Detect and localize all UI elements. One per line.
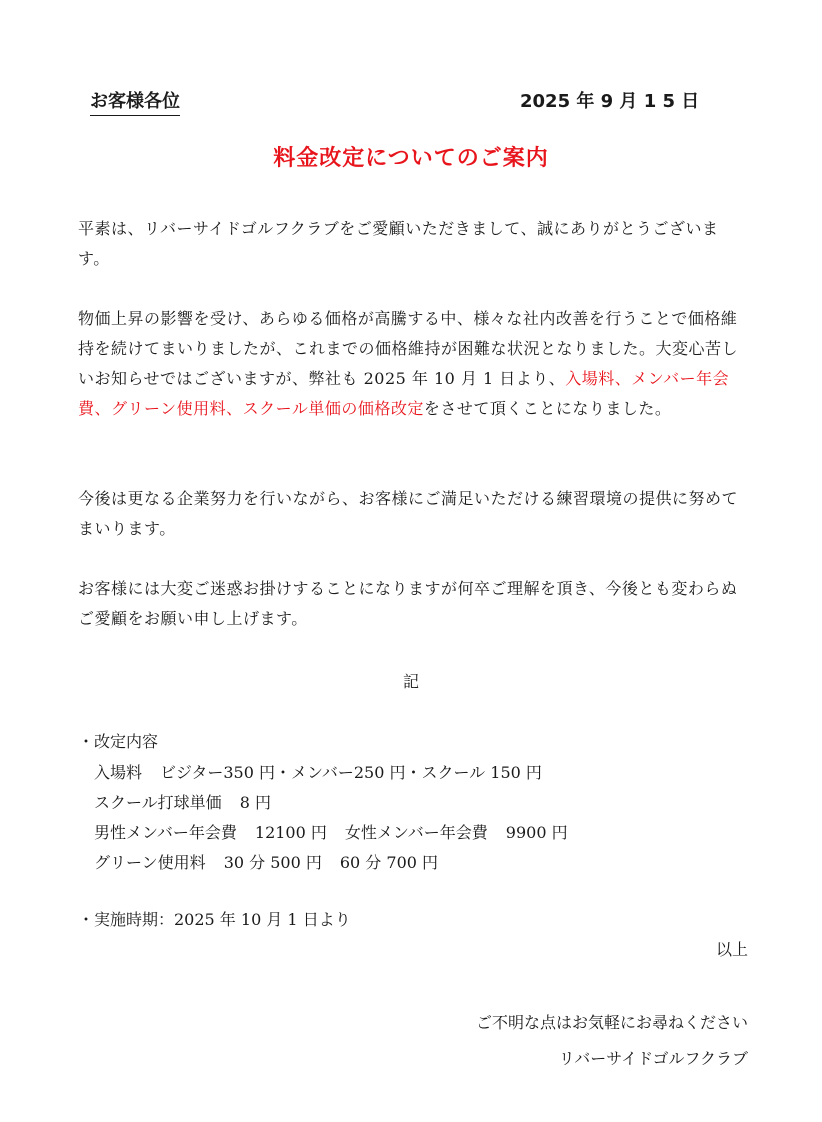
membership-female-label: 女性メンバー年会費 [344, 823, 488, 842]
membership-female-value: 9900 円 [505, 823, 568, 842]
green-label: グリーン使用料 [94, 853, 206, 872]
revision-heading: ・改定内容 [78, 732, 159, 751]
list-item-green [94, 848, 568, 878]
commitment-paragraph: 今後は更なる企業努力を行いながら、お客様にご満足いただける練習環境の提供に努めてまいります。 [78, 489, 739, 538]
membership-male-value: 12100 円 [254, 823, 327, 842]
list-item-membership [94, 818, 568, 848]
closing-mark: 以上 [715, 940, 748, 959]
revision-list [94, 758, 568, 878]
school-value: 8 円 [239, 793, 271, 812]
highlighted-revision-items: 入場料、メンバー年会費、グリーン使用料、スクール単価の価格改定 [78, 369, 730, 418]
club-name: リバーサイドゴルフクラブ [558, 1049, 748, 1068]
entrance-value: ビジター350 円・メンバー250 円・スクール 150 円 [160, 763, 542, 782]
list-item-school [94, 788, 568, 818]
apology-paragraph: お客様には大変ご迷惑お掛けすることになりますが何卒ご理解を頂き、今後とも変わらぬご愛顧をお願い申し上げます。 [78, 579, 738, 628]
schedule-line: ・実施時期：2025 年 10 月 1 日より [78, 910, 351, 929]
list-item-entrance [94, 758, 568, 788]
paragraph-text-before: 物価上昇の影響を受け、あらゆる価格が高騰する中、様々な社内改善を行うことで価格維持を続けてまいりましたが、これまでの価格維持が困難な状況となりました。大変心苦しいお知らせではございますが、弊社も 2025 年 10 月 1 日より、 [78, 309, 739, 388]
contact-note: ご不明な点はお気軽にお尋ねください [475, 1013, 748, 1032]
page-title: 料金改定についてのご案内 [273, 146, 549, 171]
paragraph-text-after: をさせて頂くことになりました。 [423, 399, 672, 418]
green-30-value: 30 分 500 円 [223, 853, 322, 872]
recipient-heading: お客様各位 [90, 90, 180, 116]
contact-block [476, 1008, 748, 1080]
entrance-label: 入場料 [94, 763, 143, 782]
green-60-value: 60 分 700 円 [339, 853, 439, 872]
greeting-paragraph: 平素は、リバーサイドゴルフクラブをご愛顧いただきまして、誠にありがとうございます。 [78, 219, 719, 268]
price-revision-paragraph [78, 304, 750, 424]
notice-date: 2025 年 9 月 1 5 日 [520, 91, 700, 112]
membership-male-label: 男性メンバー年会費 [94, 823, 237, 842]
school-label: スクール打球単価 [94, 793, 222, 812]
ki-marker: 記 [402, 672, 419, 691]
